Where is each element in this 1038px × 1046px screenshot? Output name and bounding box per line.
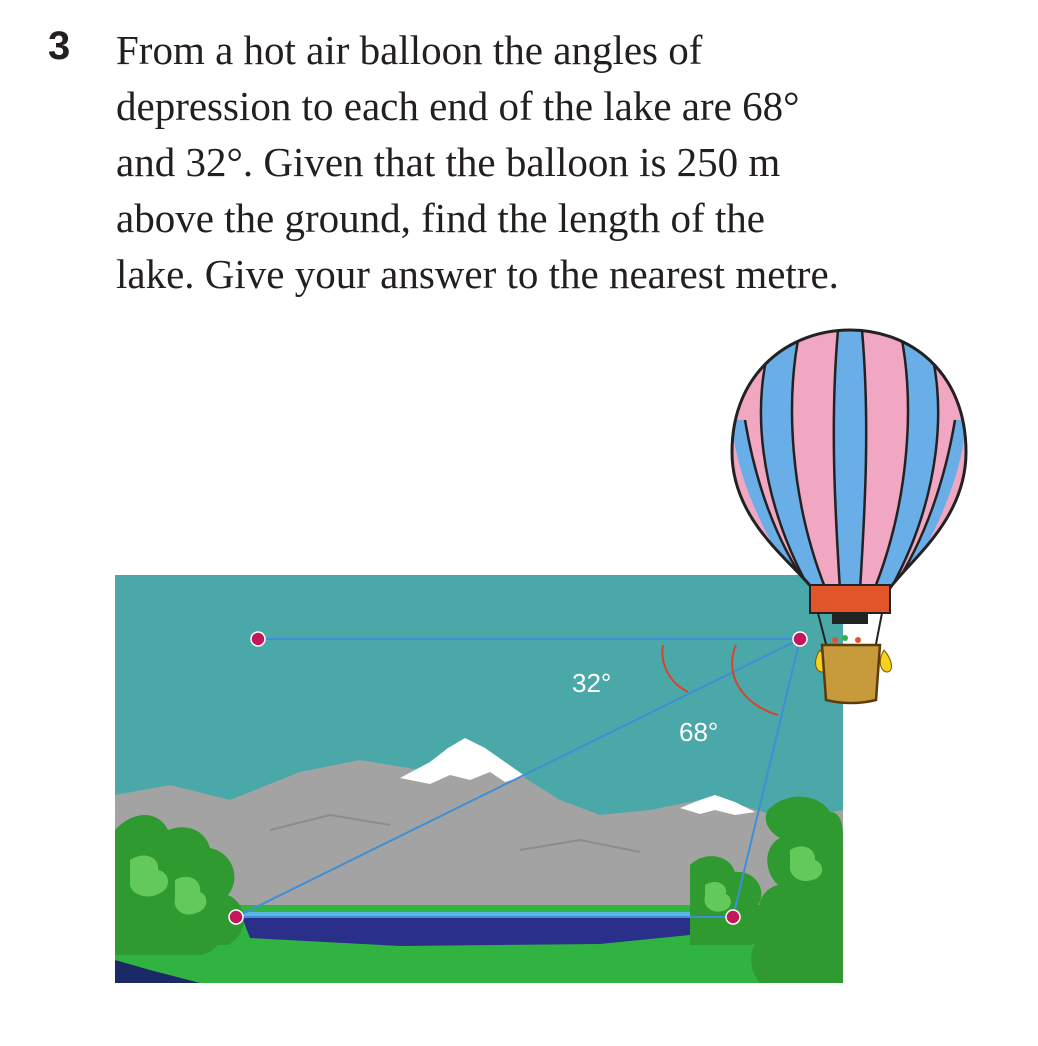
flame-right [880,650,891,672]
question-line-3: and 32°. Given that the balloon is 250 m [116,139,781,185]
point-balloon [793,632,807,646]
balloon-envelope [720,320,980,600]
angle-label-68: 68° [679,717,719,747]
angle-label-32: 32° [572,668,612,698]
balloon-burner [832,614,868,624]
point-horizontal-end [251,632,265,646]
balloon-basket [822,645,880,703]
question-line-5: lake. Give your answer to the nearest metre. [116,251,839,297]
question-number: 3 [48,24,71,68]
point-lake-far-end [229,910,243,924]
question-line-4: above the ground, find the length of the [116,195,765,241]
balloon-band [810,585,890,613]
question-line-2: depression to each end of the lake are 68° [116,83,800,129]
point-lake-near-end [726,910,740,924]
question-line-1: From a hot air balloon the angles of [116,27,703,73]
